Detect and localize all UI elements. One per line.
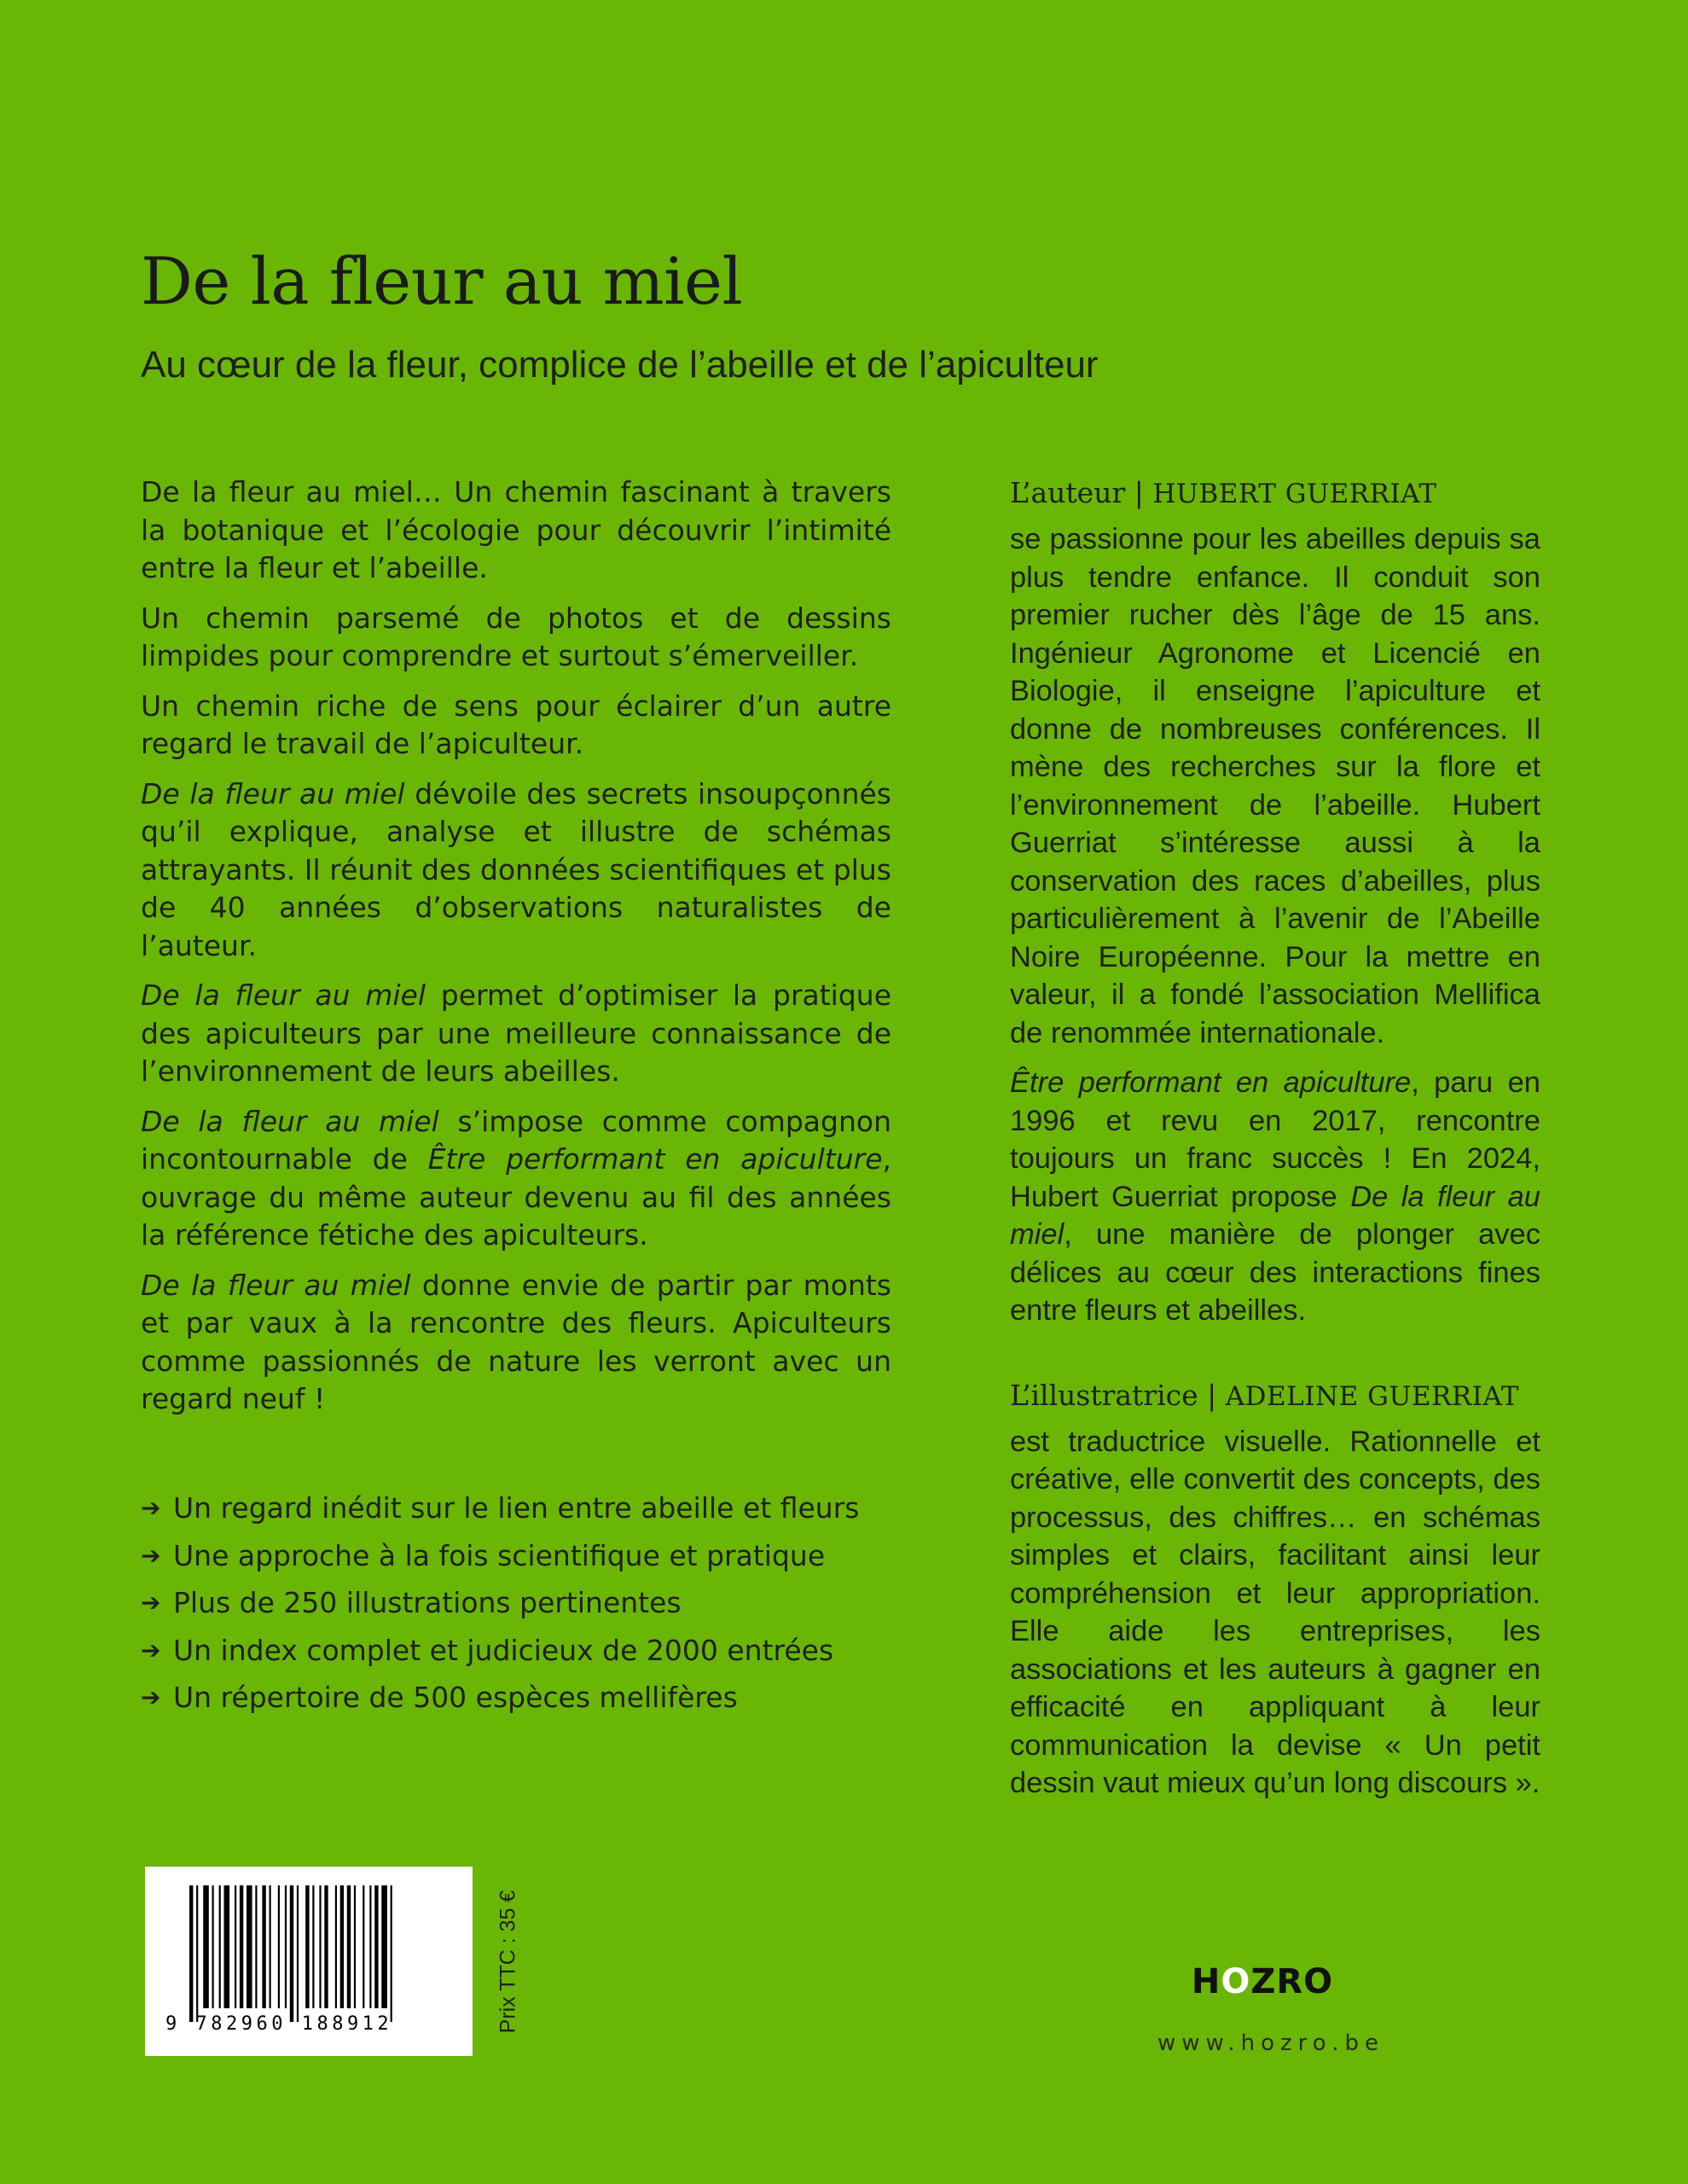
description-paragraph [141,1267,891,1419]
feature-text: Plus de 250 illustrations pertinentes [173,1586,682,1619]
description-column [141,473,891,1431]
author-label: L’auteur | [1010,476,1153,509]
title-emphasis: Être performant en apiculture [1010,1066,1412,1099]
barcode-bar [240,1885,243,2008]
logo-text: H [1191,1962,1221,2001]
barcode-bar [203,1885,209,2008]
paragraph-text: dévoile des secrets insoupçonnés qu’il explique, analyse et illustre de schémas attrayants. Il réunit des données scientifiques et plus de 40 années d’observations naturalistes de l’auteur. [141,776,892,962]
feature-item [141,1484,908,1532]
barcode-bar [305,1885,309,2008]
feature-text: Une approche à la fois scientifique et pratique [173,1538,826,1572]
paragraph-text: s’impose comme compagnon incontournable de [141,1104,891,1176]
book-title: De la fleur au miel [141,243,743,319]
barcode-bar [347,1885,351,2008]
price-label-box [490,1867,527,2056]
description-paragraph: Un chemin riche de sens pour éclairer d’un autre regard le travail de l’apiculteur. [141,688,891,760]
barcode-bar [381,1885,387,2008]
barcode-bar [312,1885,314,2008]
title-emphasis: De la fleur au miel [141,1268,411,1302]
paragraph-text: , une manière de plonger avec délices au cœur des interactions fines entre fleurs et abeilles. [1010,1218,1540,1327]
author-name: HUBERT GUERRIAT [1152,479,1437,509]
barcode-bar [354,1885,356,2008]
barcode-bar [278,1885,280,2008]
description-paragraph: Un chemin parsemé de photos et de dessins limpides pour comprendre et surtout s’émerveiller. [141,601,891,672]
arrow-right-icon: ➔ [141,1541,161,1570]
paragraph-text: , ouvrage du même auteur devenu au fil des années la référence fétiche des apiculteurs. [141,1142,891,1252]
barcode-bar [319,1885,321,2008]
barcode-bar [255,1885,257,2008]
title-emphasis: De la fleur au miel [141,776,405,810]
feature-item [141,1532,908,1580]
illustrator-heading [1010,1376,1540,1416]
feature-item [141,1627,908,1675]
logo-text-accent: O [1221,1962,1251,2001]
description-paragraph [141,775,891,966]
barcode-bar [324,1885,328,2008]
illustrator-name: ADELINE GUERRIAT [1225,1380,1519,1412]
barcode-bar [285,1885,287,2008]
arrow-right-icon: ➔ [141,1589,161,1617]
feature-list [141,1484,908,1722]
barcode-bar [391,1885,392,2022]
description-paragraph: De la fleur au miel… Un chemin fascinant à travers la botanique et l’écologie pour découvrir l’intimité entre la fleur et l’abeille. [141,475,891,584]
biography-column [1010,473,1540,1815]
feature-text: Un répertoire de 500 espèces mellifères [173,1681,738,1714]
feature-item [141,1579,908,1627]
logo-text: ZRO [1250,1962,1334,2001]
feature-text: Un index complet et judicieux de 2000 entrées [173,1633,834,1667]
title-emphasis: De la fleur au miel [141,979,426,1012]
barcode-bar [196,1885,198,2022]
paragraph-text: donne envie de partir par monts et par vaux à la rencontre des fleurs. Apiculteurs comme passionnés de nature les verront avec un regard neuf ! [141,1268,891,1415]
description-paragraph [141,977,891,1091]
barcode-bar [369,1885,371,2008]
barcode-bar [189,1885,193,2022]
illustrator-bio: est traductrice visuelle. Rationnelle et créative, elle convertit des concepts, des processus, des chiffres… en schémas simples et clairs, facilitant ainsi leur compréhension et leur appropriation. Elle aide les entreprises, les associations et les auteurs à gagner en efficacité en appliquant à leur communication la devise « Un petit dessin vaut mieux qu’un long discours ». [1010,1425,1540,1799]
price-label: Prix TTC : 35 € [496,1890,520,2033]
description-paragraph [141,1103,891,1255]
barcode-bar [340,1885,344,2008]
illustrator-label: L’illustratrice | [1010,1378,1226,1412]
author-bio-continued [1010,1064,1540,1330]
arrow-right-icon: ➔ [141,1494,161,1522]
isbn-number: 9 782960 188912 [165,2013,393,2035]
barcode-bar [270,1885,271,2008]
paragraph-text: permet d’optimiser la pratique des apiculteurs par une meilleure connaissance de l’environnement de leurs abeilles. [141,979,892,1088]
arrow-right-icon: ➔ [141,1683,161,1711]
book-subtitle: Au cœur de la fleur, complice de l’abeille et de l’apiculteur [141,344,1099,386]
barcode-bar [290,1885,293,2022]
arrow-right-icon: ➔ [141,1635,161,1664]
feature-text: Un regard inédit sur le lien entre abeille et fleurs [173,1491,860,1525]
isbn-barcode [145,1867,473,2056]
title-emphasis: Être performant en apiculture [427,1142,883,1176]
barcode-bar [247,1885,252,2008]
barcode-bar [235,1885,236,2008]
barcode-bar [297,1885,299,2022]
title-emphasis: De la fleur au miel [1010,1180,1540,1251]
barcode-bar [212,1885,214,2008]
feature-item [141,1674,908,1722]
author-bio: se passionne pour les abeilles depuis sa plus tendre enfance. Il conduit son premier rucher dès l’âge de 15 ans. Ingénieur Agronome et Licencié en Biologie, il enseigne l’apiculture et donne de nombreuses conférences. Il mène des recherches sur la flore et l’environnement de l’abeille. Hubert Guerriat s’intéresse aussi à la conservation des races d’abeilles, plus particulièrement à l’avenir de l’Abeille Noire Européenne. Pour la mettre en valeur, il a fondé l’association Mellifica de renommée internationale. [1010,523,1540,1049]
barcode-bar [219,1885,221,2008]
barcode-bar [224,1885,230,2008]
barcode-bar [363,1885,364,2008]
paragraph-text: , paru en 1996 et revu en 2017, rencontre toujours un franc succès ! En 2024, Hubert Guerriat propose [1010,1066,1540,1213]
barcode-bar [335,1885,337,2008]
publisher-website: www.hozro.be [1157,2030,1385,2056]
barcode-bar [262,1885,265,2008]
barcode-bar [374,1885,378,2008]
title-emphasis: De la fleur au miel [141,1104,439,1138]
publisher-logo [1160,1962,1365,2001]
author-heading [1010,473,1540,514]
